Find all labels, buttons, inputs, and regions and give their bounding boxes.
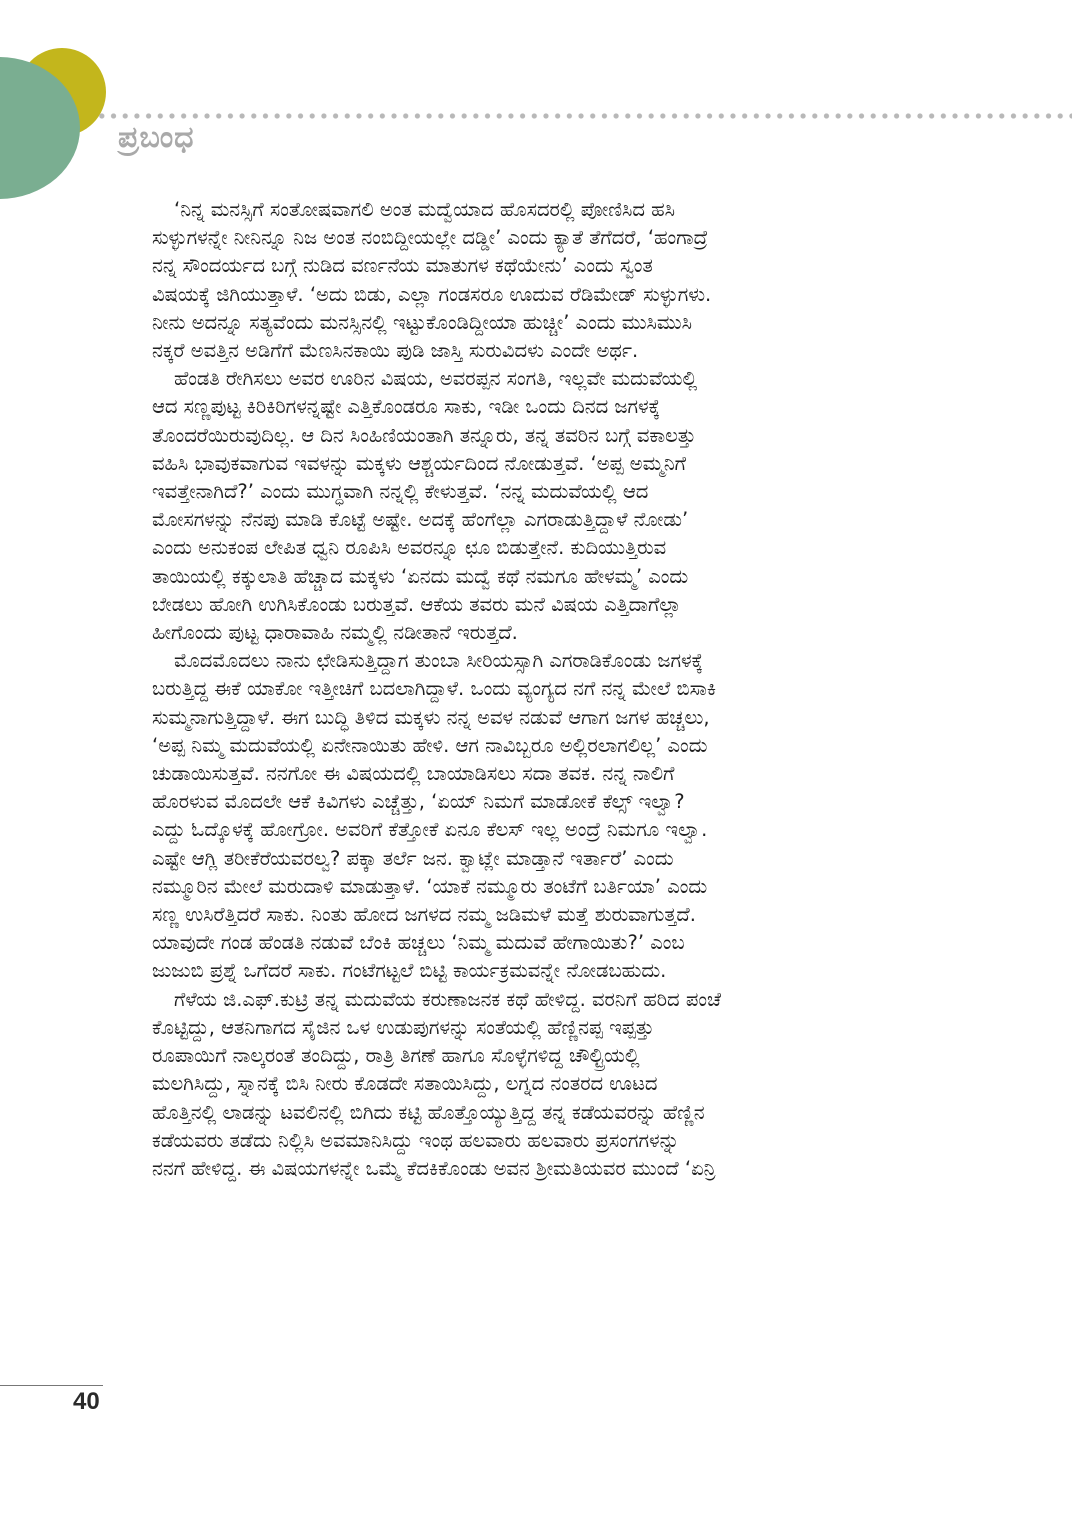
text-line: ತಾಯಿಯಲ್ಲಿ ಕಕ್ಕುಲಾತಿ ಹೆಚ್ಚಾದ ಮಕ್ಕಳು ‘ಏನದು ಮದ್ವೆ ಕಥೆ ನಮಗೂ ಹೇಳಮ್ಮ’ ಎಂದು xyxy=(152,564,689,588)
text-line: ಚುಡಾಯಿಸುತ್ತವೆ. ನನಗೋ ಈ ವಿಷಯದಲ್ಲಿ ಬಾಯಾಡಿಸಲು ಸದಾ ತವಕ. ನನ್ನ ನಾಲಿಗೆ xyxy=(152,762,675,786)
text-line: ನನ್ನ ಸೌಂದರ್ಯದ ಬಗ್ಗೆ ನುಡಿದ ವರ್ಣನೆಯ ಮಾತುಗಳ ಕಥೆಯೇನು’ ಎಂದು ಸ್ವಂತ xyxy=(152,254,653,278)
text-line: ಕೊಟ್ಟಿದ್ದು, ಆತನಿಗಾಗದ ಸೈಜಿನ ಒಳ ಉಡುಪುಗಳನ್ನು ಸಂತೆಯಲ್ಲಿ ಹೆಣ್ಣಿನಪ್ಪ ಇಪ್ಪತ್ತು xyxy=(152,1015,655,1039)
text-line: ಬೇಡಲು ಹೋಗಿ ಉಗಿಸಿಕೊಂಡು ಬರುತ್ತವೆ. ಆಕೆಯ ತವರು ಮನೆ ವಿಷಯ ಎತ್ತಿದಾಗೆಲ್ಲಾ xyxy=(152,592,682,616)
paragraph-4 xyxy=(152,986,908,1183)
text-line: ಹೆಂಡತಿ ರೇಗಿಸಲು ಅವರ ಊರಿನ ವಿಷಯ, ಅವರಪ್ಪನ ಸಂಗತಿ, ಇಲ್ಲವೇ ಮದುವೆಯಲ್ಲಿ xyxy=(174,367,698,391)
text-line: ಮೊದಮೊದಲು ನಾನು ಛೇಡಿಸುತ್ತಿದ್ದಾಗ ತುಂಬಾ ಸೀರಿಯಸ್ಸಾಗಿ ಎಗರಾಡಿಕೊಂಡು ಜಗಳಕ್ಕೆ xyxy=(174,649,704,673)
text-line: ತೊಂದರೆಯಿರುವುದಿಲ್ಲ. ಆ ದಿನ ಸಿಂಹಿಣಿಯಂತಾಗಿ ತನ್ನೂರು, ತನ್ನ ತವರಿನ ಬಗ್ಗೆ ವಕಾಲತ್ತು xyxy=(152,423,696,447)
text-line: ಬರುತ್ತಿದ್ದ ಈಕೆ ಯಾಕೋ ಇತ್ತೀಚಿಗೆ ಬದಲಾಗಿದ್ದಾಳೆ. ಒಂದು ವ್ಯಂಗ್ಯದ ನಗೆ ನನ್ನ ಮೇಲೆ ಬಿಸಾಕಿ xyxy=(152,677,716,701)
paragraph-2 xyxy=(152,365,908,647)
text-line: ಕಡೆಯವರು ತಡೆದು ನಿಲ್ಲಿಸಿ ಅವಮಾನಿಸಿದ್ದು ಇಂಥ ಹಲವಾರು ಹಲವಾರು ಪ್ರಸಂಗಗಳನ್ನು xyxy=(152,1128,680,1152)
text-line: ವಿಷಯಕ್ಕೆ ಜಿಗಿಯುತ್ತಾಳೆ. ‘ಅದು ಬಿಡು, ಎಲ್ಲಾ ಗಂಡಸರೂ ಊದುವ ರೆಡಿಮೇಡ್ ಸುಳ್ಳುಗಳು. xyxy=(152,282,712,306)
page-number: 40 xyxy=(73,1388,100,1415)
text-line: ನಕ್ಕರೆ ಅವತ್ತಿನ ಅಡಿಗೆಗೆ ಮೆಣಸಿನಕಾಯಿ ಪುಡಿ ಜಾಸ್ತಿ ಸುರುವಿದಳು ಎಂದೇ ಅರ್ಥ. xyxy=(152,339,639,363)
text-line: ಸುಳ್ಳುಗಳನ್ನೇ ನೀನಿನ್ನೂ ನಿಜ ಅಂತ ನಂಬಿದ್ದೀಯಲ್ಲೇ ದಡ್ಡೀ’ ಎಂದು ಕ್ಯಾತೆ ತೆಗೆದರೆ, ‘ಹಂಗಾದ್ರೆ xyxy=(152,226,708,250)
footer-rule xyxy=(0,1385,103,1386)
text-line: ಎಷ್ಟೇ ಆಗ್ಲಿ ತರೀಕೆರೆಯವರಲ್ವ? ಪಕ್ಕಾ ತರ್ಲೆ ಜನ. ಕ್ವಾಟ್ಲೇ ಮಾಡ್ತಾನೆ ಇರ್ತಾರೆ’ ಎಂದು xyxy=(152,846,674,870)
text-line: ನನಗೆ ಹೇಳಿದ್ದ. ಈ ವಿಷಯಗಳನ್ನೇ ಒಮ್ಮೆ ಕೆದಕಿಕೊಂಡು ಅವನ ಶ್ರೀಮತಿಯವರ ಮುಂದೆ ‘ಏನ್ರಿ xyxy=(152,1156,716,1180)
dotted-header-rule xyxy=(96,113,1072,119)
text-line: ‘ಅಪ್ಪ ನಿಮ್ಮ ಮದುವೆಯಲ್ಲಿ ಏನೇನಾಯಿತು ಹೇಳಿ. ಆಗ ನಾವಿಬ್ಬರೂ ಅಲ್ಲಿರಲಾಗಲಿಲ್ಲ’ ಎಂದು xyxy=(152,733,708,757)
text-line: ‘ನಿನ್ನ ಮನಸ್ಸಿಗೆ ಸಂತೋಷವಾಗಲಿ ಅಂತ ಮದ್ವೆಯಾದ ಹೊಸದರಲ್ಲಿ ಪೋಣಿಸಿದ ಹಸಿ xyxy=(174,198,676,221)
paragraph-3 xyxy=(152,647,908,985)
text-line: ಹೊರಳುವ ಮೊದಲೇ ಆಕೆ ಕಿವಿಗಳು ಎಚ್ಚೆತ್ತು, ‘ಏಯ್ ನಿಮಗೆ ಮಾಡೋಕೆ ಕೆಲ್ಸ್ ಇಲ್ವಾ? xyxy=(152,790,685,814)
text-line: ಮಲಗಿಸಿದ್ದು, ಸ್ನಾನಕ್ಕೆ ಬಿಸಿ ನೀರು ಕೊಡದೇ ಸತಾಯಿಸಿದ್ದು, ಲಗ್ನದ ನಂತರದ ಊಟದ xyxy=(152,1072,658,1096)
text-line: ನೀನು ಅದನ್ನೂ ಸತ್ಯವೆಂದು ಮನಸ್ಸಿನಲ್ಲಿ ಇಟ್ಟುಕೊಂಡಿದ್ದೀಯಾ ಹುಚ್ಚೀ’ ಎಂದು ಮುಸಿಮುಸಿ xyxy=(152,310,692,334)
text-line: ಗೆಳೆಯ ಜಿ.ಎಫ್.ಕುಟ್ರಿ ತನ್ನ ಮದುವೆಯ ಕರುಣಾಜನಕ ಕಥೆ ಹೇಳಿದ್ದ. ವರನಿಗೆ ಹರಿದ ಪಂಚೆ xyxy=(174,987,722,1011)
text-line: ರೂಪಾಯಿಗೆ ನಾಲ್ಕರಂತೆ ತಂದಿದ್ದು, ರಾತ್ರಿ ತಿಗಣೆ ಹಾಗೂ ಸೊಳ್ಳೆಗಳಿದ್ದ ಚೌಲ್ಟ್ರಿಯಲ್ಲಿ xyxy=(152,1044,640,1068)
text-line: ಇವತ್ತೇನಾಗಿದೆ?’ ಎಂದು ಮುಗ್ಧವಾಗಿ ನನ್ನಲ್ಲಿ ಕೇಳುತ್ತವೆ. ‘ನನ್ನ ಮದುವೆಯಲ್ಲಿ ಆದ xyxy=(152,480,649,504)
text-line: ನಮ್ಮೂರಿನ ಮೇಲೆ ಮರುದಾಳಿ ಮಾಡುತ್ತಾಳೆ. ‘ಯಾಕೆ ನಮ್ಮೂರು ತಂಟೆಗೆ ಬರ್ತಿಯಾ’ ಎಂದು xyxy=(152,874,708,898)
text-line: ಹೊತ್ತಿನಲ್ಲಿ ಲಾಡನ್ನು ಟವಲಿನಲ್ಲಿ ಬಿಗಿದು ಕಟ್ಟಿ ಹೊತ್ತೊಯ್ಯುತ್ತಿದ್ದ ತನ್ನ ಕಡೆಯವರನ್ನು ಹೆಣ್ಣಿನ xyxy=(152,1100,705,1124)
text-line: ವಹಿಸಿ ಭಾವುಕವಾಗುವ ಇವಳನ್ನು ಮಕ್ಕಳು ಆಶ್ಚರ್ಯದಿಂದ ನೋಡುತ್ತವೆ. ‘ಅಪ್ಪ ಅಮ್ಮನಿಗೆ xyxy=(152,451,686,475)
text-line: ಎಂದು ಅನುಕಂಪ ಲೇಪಿತ ಧ್ವನಿ ರೂಪಿಸಿ ಅವರನ್ನೂ ಛೂ ಬಿಡುತ್ತೇನೆ. ಕುದಿಯುತ್ತಿರುವ xyxy=(152,536,667,560)
text-line: ಸುಮ್ಮನಾಗುತ್ತಿದ್ದಾಳೆ. ಈಗ ಬುದ್ಧಿ ತಿಳಿದ ಮಕ್ಕಳು ನನ್ನ ಅವಳ ನಡುವೆ ಆಗಾಗ ಜಗಳ ಹಚ್ಚಲು, xyxy=(152,705,710,729)
text-line: ಆದ ಸಣ್ಣಪುಟ್ಟ ಕಿರಿಕಿರಿಗಳನ್ನಷ್ಟೇ ಎತ್ತಿಕೊಂಡರೂ ಸಾಕು, ಇಡೀ ಒಂದು ದಿನದ ಜಗಳಕ್ಕೆ xyxy=(152,395,661,419)
text-line: ಹೀಗೊಂದು ಪುಟ್ಟ ಧಾರಾವಾಹಿ ನಮ್ಮಲ್ಲಿ ನಡೀತಾನೆ ಇರುತ್ತದೆ. xyxy=(152,621,518,645)
section-title: ಪ್ರಬಂಧ xyxy=(118,120,195,155)
article-body xyxy=(152,196,908,1183)
paragraph-1 xyxy=(152,196,908,365)
text-line: ಸಣ್ಣ ಉಸಿರೆತ್ತಿದರೆ ಸಾಕು. ನಿಂತು ಹೋದ ಜಗಳದ ನಮ್ಮ ಜಡಿಮಳೆ ಮತ್ತೆ ಶುರುವಾಗುತ್ತದೆ. xyxy=(152,903,696,927)
text-line: ಮೋಸಗಳನ್ನು ನೆನಪು ಮಾಡಿ ಕೊಟ್ಟೆ ಅಷ್ಟೇ. ಅದಕ್ಕೆ ಹೆಂಗೆಲ್ಲಾ ಎಗರಾಡುತ್ತಿದ್ದಾಳೆ ನೋಡು’ xyxy=(152,508,689,532)
text-line: ಎದ್ದು ಓದ್ಕೊಳಕ್ಕೆ ಹೋಗ್ರೋ. ಅವರಿಗೆ ಕೆತ್ತೋಕೆ ಏನೂ ಕೆಲಸ್ ಇಲ್ಲ ಅಂದ್ರೆ ನಿಮಗೂ ಇಲ್ವಾ. xyxy=(152,818,708,842)
text-line: ಯಾವುದೇ ಗಂಡ ಹೆಂಡತಿ ನಡುವೆ ಬೆಂಕಿ ಹಚ್ಚಲು ‘ನಿಮ್ಮ ಮದುವೆ ಹೇಗಾಯಿತು?’ ಎಂಬ xyxy=(152,931,685,955)
text-line: ಜುಜುಬಿ ಪ್ರಶ್ನೆ ಒಗೆದರೆ ಸಾಕು. ಗಂಟೆಗಟ್ಟಲೆ ಬಿಟ್ಟಿ ಕಾರ್ಯಕ್ರಮವನ್ನೇ ನೋಡಬಹುದು. xyxy=(152,959,667,983)
